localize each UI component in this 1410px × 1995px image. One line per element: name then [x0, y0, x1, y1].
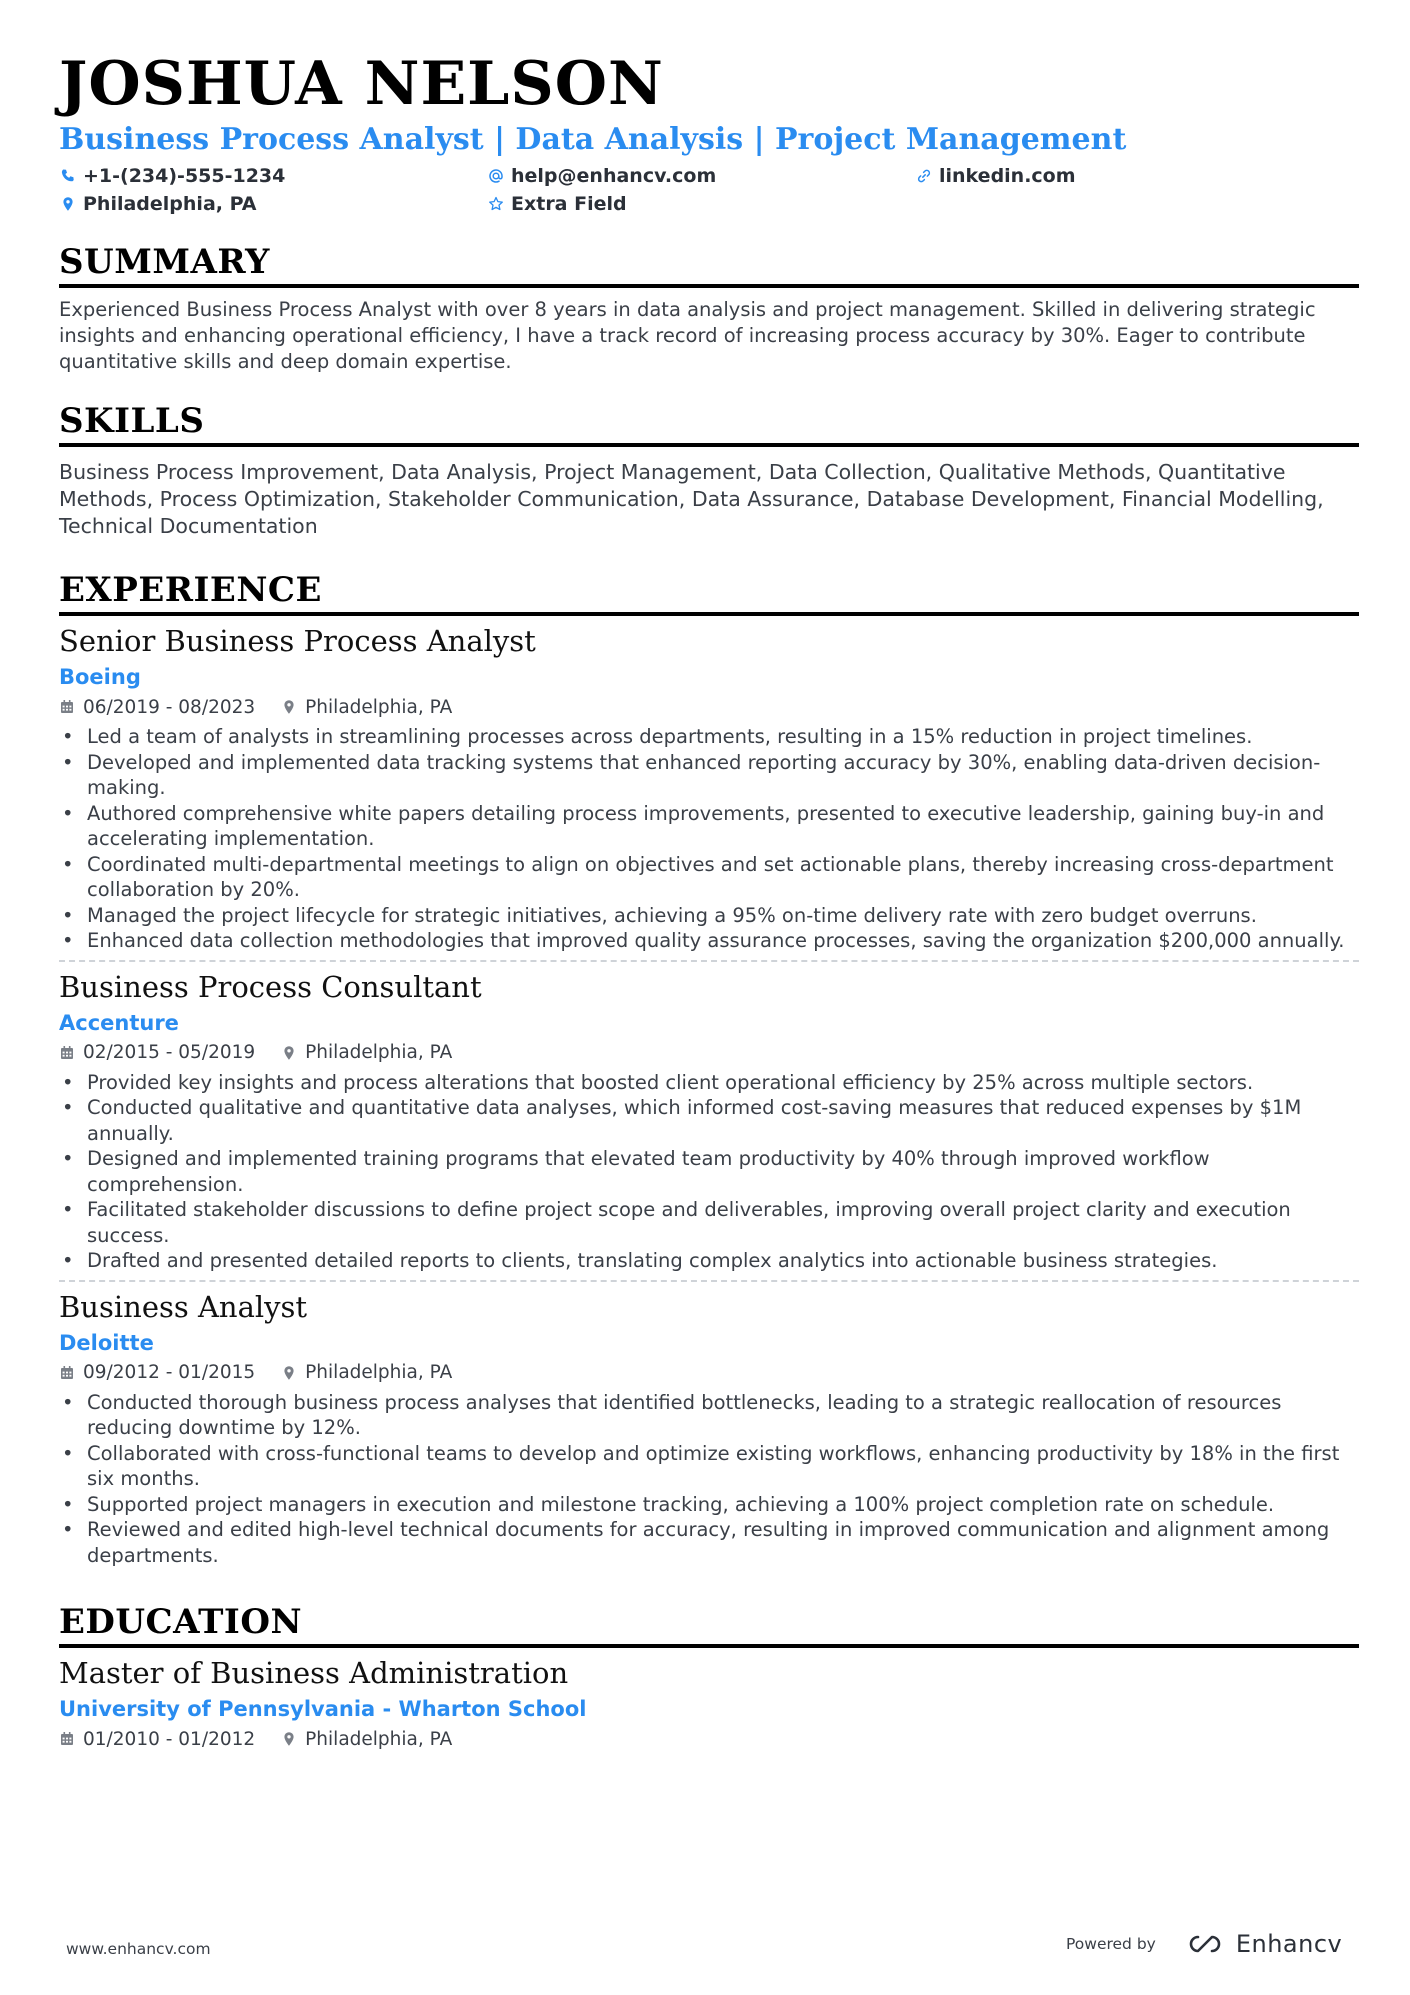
calendar-icon	[59, 699, 75, 715]
location-pin-icon	[281, 1365, 297, 1381]
summary-section	[59, 242, 1359, 375]
job-dates: 06/2019 - 08/2023	[83, 696, 256, 718]
list-item: • Drafted and presented detailed reports to clients, translating complex analytics into actionable business strategies.	[59, 1248, 1359, 1274]
contact-linkedin[interactable]	[915, 164, 1215, 188]
experience-entry	[59, 968, 1359, 1282]
education-entry	[59, 1654, 1359, 1752]
experience-title: EXPERIENCE	[59, 570, 322, 610]
powered-by-text: Powered by	[1066, 1935, 1156, 1953]
location-pin-icon	[281, 1045, 297, 1061]
degree-title: Master of Business Administration	[59, 1656, 569, 1690]
contact-location	[59, 192, 487, 216]
brand-name: Enhancv	[1235, 1930, 1343, 1958]
list-item: • Supported project managers in execution and milestone tracking, achieving a 100% project completion rate on schedule.	[59, 1492, 1359, 1518]
resume-header	[59, 48, 1359, 216]
entry-divider	[59, 960, 1359, 962]
education-title: EDUCATION	[59, 1602, 303, 1642]
experience-entry	[59, 622, 1359, 962]
education-meta	[59, 1726, 1359, 1752]
job-title: Business Process Consultant	[59, 969, 482, 1004]
list-item: • Enhanced data collection methodologies that improved quality assurance processes, saving the organization $200,000 annually.	[59, 928, 1359, 954]
company-name[interactable]: Accenture	[59, 1010, 179, 1035]
list-item: • Designed and implemented training programs that elevated team productivity by 40% through improved workflow comprehension.	[59, 1146, 1359, 1197]
resume-page	[59, 48, 1359, 1752]
skills-title: SKILLS	[59, 401, 205, 441]
job-bullets	[59, 1070, 1359, 1274]
experience-entry	[59, 1288, 1359, 1569]
skills-section	[59, 401, 1359, 540]
contact-extra	[487, 192, 915, 216]
job-title: Senior Business Process Analyst	[59, 624, 536, 658]
skills-text: Business Process Improvement, Data Analysis, Project Management, Data Collection, Qualitative Methods, Quantitative Methods, Process Optimization, Stakeholder Communication, Data Assurance, Database Development, Financial Modelling, Technical Documentation	[59, 460, 1324, 538]
calendar-icon	[59, 1365, 75, 1381]
summary-text: Experienced Business Process Analyst with over 8 years in data analysis and project management. Skilled in delivering strategic insights and enhancing operational efficiency, I have a track record of increasing process accuracy by 30%. Eager to contribute quantitative skills and deep domain expertise.	[59, 298, 1316, 373]
footer-website[interactable]: www.enhancv.com	[66, 1940, 211, 1958]
job-location: Philadelphia, PA	[305, 696, 453, 718]
location-pin-icon	[281, 1731, 297, 1747]
job-dates: 02/2015 - 05/2019	[83, 1042, 256, 1063]
location-pin-icon	[281, 699, 297, 715]
entry-divider	[59, 1280, 1359, 1282]
list-item: • Conducted thorough business process analyses that identified bottlenecks, leading to a strategic reallocation of resources reducing downtime by 12%.	[59, 1390, 1359, 1441]
link-icon	[915, 167, 933, 185]
education-location: Philadelphia, PA	[305, 1728, 453, 1750]
list-item: • Managed the project lifecycle for strategic initiatives, achieving a 95% on-time delivery rate with zero budget overruns.	[59, 903, 1359, 929]
list-item: • Reviewed and edited high-level technical documents for accuracy, resulting in improved communication and alignment among departments.	[59, 1517, 1359, 1568]
phone-text: +1-(234)-555-1234	[83, 165, 286, 187]
job-meta	[59, 694, 1359, 720]
job-meta	[59, 1040, 1359, 1066]
enhancv-logo-icon	[1182, 1931, 1228, 1957]
phone-icon	[59, 167, 77, 185]
section-divider	[59, 443, 1359, 447]
list-item: • Led a team of analysts in streamlining processes across departments, resulting in a 15% reduction in project timelines.	[59, 724, 1359, 750]
section-divider	[59, 1644, 1359, 1648]
list-item: • Authored comprehensive white papers detailing process improvements, presented to executive leadership, gaining buy-in and accelerating implementation.	[59, 801, 1359, 852]
list-item: • Coordinated multi-departmental meetings to align on objectives and set actionable plans, thereby increasing cross-department collaboration by 20%.	[59, 852, 1359, 903]
at-icon	[487, 167, 505, 185]
calendar-icon	[59, 1045, 75, 1061]
job-meta	[59, 1360, 1359, 1386]
list-item: • Facilitated stakeholder discussions to define project scope and deliverables, improving overall project clarity and execution success.	[59, 1197, 1359, 1248]
school-name[interactable]: University of Pennsylvania - Wharton School	[59, 1697, 587, 1721]
education-section	[59, 1602, 1359, 1752]
section-divider	[59, 612, 1359, 616]
job-dates: 09/2012 - 01/2015	[83, 1362, 256, 1383]
company-name[interactable]: Boeing	[59, 665, 141, 689]
star-icon	[487, 195, 505, 213]
candidate-headline: Business Process Analyst | Data Analysis | Project Management	[59, 122, 1127, 157]
location-text: Philadelphia, PA	[83, 193, 257, 215]
calendar-icon	[59, 1731, 75, 1747]
job-title: Business Analyst	[59, 1289, 308, 1324]
company-name[interactable]: Deloitte	[59, 1330, 154, 1355]
job-location: Philadelphia, PA	[305, 1362, 453, 1383]
contact-email[interactable]	[487, 164, 915, 188]
education-dates: 01/2010 - 01/2012	[83, 1728, 256, 1750]
list-item: • Conducted qualitative and quantitative data analyses, which informed cost-saving measures that reduced expenses by $1M annually.	[59, 1095, 1359, 1146]
list-item: • Provided key insights and process alterations that boosted client operational efficiency by 25% across multiple sectors.	[59, 1070, 1359, 1096]
job-bullets	[59, 724, 1359, 954]
linkedin-text: linkedin.com	[939, 165, 1076, 187]
list-item: • Collaborated with cross-functional teams to develop and optimize existing workflows, enhancing productivity by 18% in the first six months.	[59, 1441, 1359, 1492]
email-text: help@enhancv.com	[511, 165, 717, 187]
location-pin-icon	[59, 195, 77, 213]
footer-branding[interactable]	[1066, 1930, 1342, 1958]
list-item: • Developed and implemented data tracking systems that enhanced reporting accuracy by 30%, enabling data-driven decision-making.	[59, 750, 1359, 801]
experience-section	[59, 570, 1359, 1568]
candidate-name: JOSHUA NELSON	[59, 49, 664, 119]
summary-title: SUMMARY	[59, 242, 270, 282]
section-divider	[59, 284, 1359, 288]
contact-phone	[59, 164, 487, 188]
extra-text: Extra Field	[511, 193, 627, 215]
job-bullets	[59, 1390, 1359, 1569]
contact-info	[59, 164, 1359, 216]
job-location: Philadelphia, PA	[305, 1042, 453, 1063]
